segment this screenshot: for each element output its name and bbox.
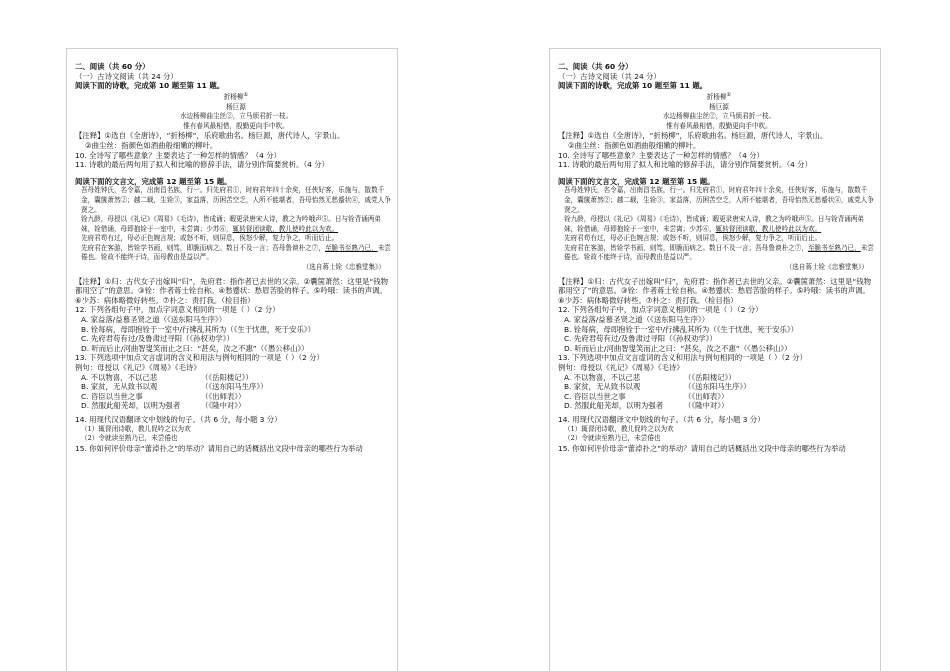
prose-underlined-1b: 吟此以为欢。 xyxy=(781,224,822,233)
q12-option-c: C. 先府君苟有过/及鲁肃过寻阳（《孙权劝学》） xyxy=(81,334,234,344)
prose-underlined-1b: 吟此以为欢。 xyxy=(298,224,339,233)
poem-note-1: 【注释】①选自《全唐诗》，“折杨柳”，乐府歌曲名。杨巨源，唐代诗人，字景山。 xyxy=(75,131,345,141)
q13-option-b: B. 家贫，无从致书以观 （《送东阳马生序》） xyxy=(81,382,268,392)
question-12: 12. 下列各组句子中，加点字词意义相同的一项是（ ）（2 分） xyxy=(75,305,280,315)
q13-option-d: D. 然服此船芜却，以明为强者 （《隆中对》） xyxy=(81,401,246,411)
prose-paragraph-4 xyxy=(75,244,397,263)
question-15: 15. 你如何评价母亲“蕾淖扑之”的举动？请用自己的话概括出文段中母亲的哪些行为举动 xyxy=(558,443,846,453)
exam-page-left xyxy=(66,48,398,671)
prose-p2b: 日与铨背诵两弟妹，铨借诵，母即抱铨于一室中，未尝离；少苏⑥， xyxy=(564,215,865,233)
poem-note-1: 【注释】①选自《全唐诗》，“折杨柳”，乐府歌曲名。杨巨源，唐代诗人，字景山。 xyxy=(558,131,828,141)
exam-page-right xyxy=(549,48,881,671)
q12-option-c: C. 先府君苟有过/及鲁肃过寻阳（《孙权劝学》） xyxy=(564,334,717,344)
poem-title-note: ① xyxy=(726,91,732,98)
sub-title: （一）古诗文阅读（共 24 分） xyxy=(75,71,178,81)
prose-note: 【注释】①归：古代女子出嫁叫“归”，先府君：指作者已去世的父亲。②囊箧萧然：这里是“钱物都用空了”的意思。③铨：作者蒋士铨自称。④愁蹙状：愁眉苦脸的样子。⑤吟哦：读书的声调。⑥少苏：病体略微好转些。⑦朴之：责打我。（检目指） xyxy=(558,276,871,305)
prose-paragraph-3: 先府君苟有过，母必正色婉言规；或怒不听，则屏息，俟怒少解，复力争之，听而后止。 xyxy=(564,234,822,243)
q13-option-b: B. 家贫，无从致书以观 （《送东阳马生序》） xyxy=(564,382,751,392)
q13-example: 例句：母授以《礼记》《周易》《毛诗》 xyxy=(75,363,201,372)
prose-p2b: 日与铨背诵两弟妹，铨借诵，母即抱铨于一室中，未尝离；少苏⑥， xyxy=(81,215,382,233)
prose-paragraph-2 xyxy=(75,215,397,234)
prose-paragraph-4 xyxy=(558,244,880,263)
prose-p2a: 铨九龄，母授以《礼记》《周易》《毛诗》，皆成诵；暇更录唐宋人诗，教之为吟哦声⑤。 xyxy=(564,215,818,224)
question-10: 10. 全诗写了哪些意象？主要表达了一种怎样的情感？（4 分） xyxy=(75,150,281,160)
question-11: 11. 诗歌的最后两句用了拟人和比喻的修辞手法，请分别作简要赏析。（4 分） xyxy=(558,160,812,170)
poem-title: 折杨柳 xyxy=(223,92,244,101)
prose-paragraph-2 xyxy=(558,215,880,234)
prose-paragraph-1: 吾母姓钟氏，名令嘉，出南昌名族，行一。归先府君①，时府君年四十余矣，任侠好客，乐施与，散数千金，囊箧萧然②；越二载，生铨③，家益落，历困苦空乏，人所不能堪者，吾母怡然无愁蹙状④，戚党人争贤之。 xyxy=(564,186,874,214)
poem-title-line xyxy=(75,91,397,103)
q13-option-d: D. 然服此船芜却，以明为强者 （《隆中对》） xyxy=(564,401,729,411)
q13-option-c: C. 咨臣以当世之事 （《出师表》） xyxy=(81,391,246,401)
q14-item-1: （1）辄督闭诗歌，教儿促吟之以为欢 xyxy=(564,424,674,433)
q12-option-a: A. 家益落/益慕圣贤之道（《送东阳马生序》） xyxy=(564,315,710,325)
question-11: 11. 诗歌的最后两句用了拟人和比喻的修辞手法，请分别作简要赏析。（4 分） xyxy=(75,160,329,170)
q14-item-1: （1）辄督闭诗歌，教儿促吟之以为欢 xyxy=(81,424,191,433)
prose-note: 【注释】①归：古代女子出嫁叫“归”，先府君：指作者已去世的父亲。②囊箧萧然：这里是“钱物都用空了”的意思。③铨：作者蒋士铨自称。④愁蹙状：愁眉苦脸的样子。⑤吟哦：读书的声调。⑥少苏：病体略微好转些。⑦朴之：责打我。（检目指） xyxy=(75,276,388,305)
poem-intro: 阅读下面的诗歌，完成第 10 题至第 11 题。 xyxy=(75,81,225,91)
poem-author: 杨巨源 xyxy=(709,102,729,111)
prose-p4a: 先府君在客游，皆铨学书画，则笃，即脆而病之。数日不及一言；吾母鲁谀朴之⑦， xyxy=(81,243,325,252)
poem-author: 杨巨源 xyxy=(226,102,246,111)
exam-page-content xyxy=(67,49,397,453)
prose-paragraph-1: 吾母姓钟氏，名令嘉，出南昌名族，行一。归先府君①，时府君年四十余矣，任侠好客，乐施与，散数千金，囊箧萧然②；越二载，生铨③，家益落，历困苦空乏，人所不能堪者，吾母怡然无愁蹙状④，戚党人争贤之。 xyxy=(81,186,391,214)
q12-option-b: B. 铨每病，母即抱铨于一室中/行拂乱其所为（《生于忧患，死于安乐》） xyxy=(81,324,315,334)
prose-intro: 阅读下面的文言文，完成第 12 题至第 15 题。 xyxy=(558,176,715,186)
exam-page-content xyxy=(550,49,880,453)
prose-source: （选自蒋士铨《忠雅堂集》） xyxy=(785,263,868,272)
question-14: 14. 用现代汉语翻译文中划线的句子。（共 6 分，每小题 3 分） xyxy=(75,414,282,424)
q12-option-a: A. 家益落/益慕圣贤之道（《送东阳马生序》） xyxy=(81,315,227,325)
question-10: 10. 全诗写了哪些意象？主要表达了一种怎样的情感？（4 分） xyxy=(558,150,764,160)
poem-intro: 阅读下面的诗歌，完成第 10 题至第 11 题。 xyxy=(558,81,708,91)
question-15: 15. 你如何评价母亲“蕾淖扑之”的举动？请用自己的话概括出文段中母亲的哪些行为举动 xyxy=(75,443,363,453)
q12-option-b: B. 铨每病，母即抱铨于一室中/行拂乱其所为（《生于忧患，死于安乐》） xyxy=(564,324,798,334)
prose-source: （选自蒋士铨《忠雅堂集》） xyxy=(302,263,385,272)
q14-item-2: （2）令就读至熟乃已，未尝倦也 xyxy=(564,434,661,443)
q13-option-a: A. 不以物喜，不以己悲 （《岳阳楼记》） xyxy=(81,372,253,382)
prose-paragraph-3: 先府君苟有过，母必正色婉言规；或怒不听，则屏息，俟怒少解，复力争之，听而后止。 xyxy=(81,234,339,243)
section-title: 二、阅读（共 60 分） xyxy=(558,62,633,71)
q14-item-2: （2）令就读至熟乃已，未尝倦也 xyxy=(81,434,178,443)
prose-underlined-1: 辄转督闭读歌，教儿使 xyxy=(715,224,782,233)
prose-p4c: 未尝倦也。铨故不能终于诗，而母教由是益以严。 xyxy=(564,243,874,262)
q12-option-d: D. 听而后止/河曲智叟笑而止之曰：“甚矣，汝之不惠”（《愚公移山》） xyxy=(564,343,792,353)
poem-note-2: ②曲尘丝：指颜色如酒曲般细嫩的柳叶。 xyxy=(568,140,701,150)
question-13: 13. 下列选项中加点文言虚词的含义和用法与例句相同的一项是（ ）（2 分） xyxy=(558,353,807,363)
q12-option-d: D. 听而后止/河曲智叟笑而止之曰：“甚矣，汝之不惠”（《愚公移山》） xyxy=(81,343,309,353)
q13-option-a: A. 不以物喜，不以己悲 （《岳阳楼记》） xyxy=(564,372,736,382)
poem-line-1: 水边杨柳曲尘丝②，立马烦君折一枝。 xyxy=(662,112,776,121)
prose-underlined-1: 辄转督闭读歌，教儿使 xyxy=(232,224,299,233)
poem-line-2: 惟有春风最相惜，殷勤更向手中吹。 xyxy=(666,121,772,130)
poem-title-line xyxy=(558,91,880,103)
section-title: 二、阅读（共 60 分） xyxy=(75,62,150,71)
question-12: 12. 下列各组句子中，加点字词意义相同的一项是（ ）（2 分） xyxy=(558,305,763,315)
q13-option-c: C. 咨臣以当世之事 （《出师表》） xyxy=(564,391,729,401)
prose-p4a: 先府君在客游，皆铨学书画，则笃，即脆而病之。数日不及一言；吾母鲁谀朴之⑦， xyxy=(564,243,808,252)
q13-example: 例句：母授以《礼记》《周易》《毛诗》 xyxy=(558,363,684,372)
poem-line-1: 水边杨柳曲尘丝②，立马烦君折一枝。 xyxy=(179,112,293,121)
poem-title: 折杨柳 xyxy=(706,92,727,101)
poem-title-note: ① xyxy=(243,91,249,98)
question-14: 14. 用现代汉语翻译文中划线的句子。（共 6 分，每小题 3 分） xyxy=(558,414,765,424)
prose-underlined-2: 至脆书至熟乃已， xyxy=(324,243,378,252)
prose-underlined-2: 至脆书至熟乃已， xyxy=(807,243,861,252)
question-13: 13. 下列选项中加点文言虚词的含义和用法与例句相同的一项是（ ）（2 分） xyxy=(75,353,324,363)
sub-title: （一）古诗文阅读（共 24 分） xyxy=(558,71,661,81)
prose-p4c: 未尝倦也。铨故不能终于诗，而母教由是益以严。 xyxy=(81,243,391,262)
poem-line-2: 惟有春风最相惜，殷勤更向手中吹。 xyxy=(183,121,289,130)
prose-p2a: 铨九龄，母授以《礼记》《周易》《毛诗》，皆成诵；暇更录唐宋人诗，教之为吟哦声⑤。 xyxy=(81,215,335,224)
prose-intro: 阅读下面的文言文，完成第 12 题至第 15 题。 xyxy=(75,176,232,186)
poem-note-2: ②曲尘丝：指颜色如酒曲般细嫩的柳叶。 xyxy=(85,140,218,150)
